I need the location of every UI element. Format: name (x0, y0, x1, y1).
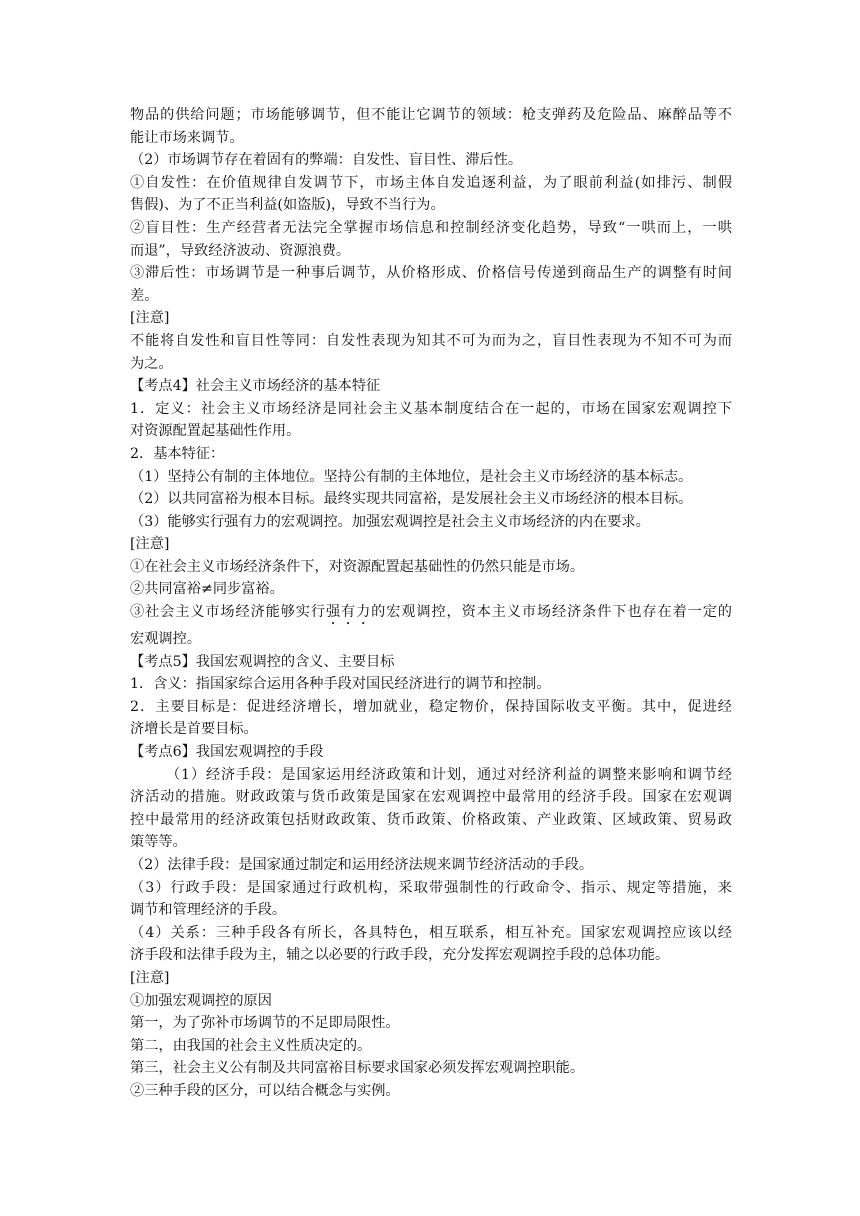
text-line: 2．主要目标是：促进经济增长，增加就业，稳定物价，保持国际收支平衡。其中，促进经 (130, 698, 732, 715)
text-line: 第一，为了弥补市场调节的不足即局限性。 (130, 1015, 400, 1032)
text-line: ③滞后性：市场调节是一种事后调节，从价格形成、价格信号传递到商品生产的调整有时间 (130, 265, 732, 282)
text-line: （3）行政手段：是国家通过行政机构，采取带强制性的行政命令、指示、规定等措施，来 (130, 879, 732, 896)
text-line: 控中最常用的经济政策包括财政政策、货币政策、价格政策、产业政策、区域政策、贸易政 (130, 811, 732, 828)
emphasis-line (130, 601, 732, 628)
text-line: ②三种手段的区分，可以结合概念与实例。 (130, 1082, 400, 1099)
emphasis-before: ③社会主义市场经济能够实行 (130, 604, 326, 621)
text-line: ②盲目性：生产经营者无法完全掌握市场信息和控制经济变化趋势，导致“一哄而上，一哄 (130, 219, 732, 236)
note-label: [注意] (130, 536, 170, 553)
text-line: （2）法律手段：是国家通过制定和运用经济法规来调节经济活动的手段。 (130, 857, 594, 873)
text-line: 调节和管理经济的手段。 (130, 902, 287, 919)
text-line: ①在社会主义市场经济条件下，对资源配置起基础性的仍然只能是市场。 (130, 558, 585, 575)
text-line: 2．基本特征： (130, 445, 225, 462)
text-line: 1．定义：社会主义市场经济是同社会主义基本制度结合在一起的，市场在国家宏观调控下 (130, 400, 732, 417)
section-heading: 【考点5】我国宏观调控的含义、主要目标 (130, 653, 395, 670)
text-line: （3）能够实行强有力的宏观调控。加强宏观调控是社会主义市场经济的内在要求。 (130, 513, 650, 530)
text-line: 济增长是首要目标。 (130, 721, 258, 738)
note-label: [注意] (130, 969, 170, 986)
text-line: 而退”，导致经济波动、资源浪费。 (130, 242, 351, 259)
text-line: （2）市场调节存在着固有的弊端：自发性、盲目性、滞后性。 (130, 152, 523, 169)
text-line: ①自发性：在价值规律自发调节下，市场主体自发追逐利益，为了眼前利益(如排污、制假 (130, 174, 732, 191)
note-label: [注意] (130, 310, 170, 327)
text-line: ②共同富裕≠同步富裕。 (130, 581, 284, 598)
text-line: 济活动的措施。财政政策与货币政策是国家在宏观调控中最常用的经济手段。国家在宏观调 (130, 789, 732, 806)
section-heading: 【考点4】社会主义市场经济的基本特征 (130, 378, 381, 395)
text-line: 宏观调控。 (130, 631, 201, 648)
emphasis-after: 的宏观调控，资本主义市场经济条件下也存在着一定的 (371, 604, 732, 621)
text-line: （1）经济手段：是国家运用经济政策和计划，通过对经济利益的调整来影响和调节经 (166, 766, 732, 783)
section-heading: 【考点6】我国宏观调控的手段 (130, 744, 324, 761)
text-line: 1．含义：指国家综合运用各种手段对国民经济进行的调节和控制。 (130, 676, 551, 693)
text-line: 济手段和法律手段为主，辅之以必要的行政手段，充分发挥宏观调控手段的总体功能。 (130, 947, 670, 964)
text-line: （4）关系：三种手段各有所长，各具特色，相互联系，相互补充。国家宏观调控应该以经 (130, 924, 732, 941)
text-line: （2）以共同富裕为根本目标。最终实现共同富裕，是发展社会主义市场经济的根本目标。 (130, 491, 693, 508)
text-line: 售假)、为了不正当利益(如盗版)，导致不当行为。 (130, 197, 445, 214)
document-page (130, 104, 732, 1103)
text-line: 为之。 (130, 355, 173, 372)
text-line: 能让市场来调节。 (130, 129, 244, 146)
text-line: ①加强宏观调控的原因 (130, 992, 272, 1009)
text-line: 物品的供给问题；市场能够调节，但不能让它调节的领域：枪支弹药及危险品、麻醉品等不 (130, 107, 732, 123)
text-line: 第三，社会主义公有制及共同富裕目标要求国家必须发挥宏观调控职能。 (130, 1060, 585, 1077)
text-line: 对资源配置起基础性作用。 (130, 423, 301, 440)
emphasis-dotted-text: 强有力 (325, 604, 372, 621)
text-line: 策等等。 (130, 834, 187, 851)
text-line: 差。 (130, 287, 159, 304)
text-line: 第二，由我国的社会主义性质决定的。 (130, 1037, 372, 1054)
text-line: （1）坚持公有制的主体地位。坚持公有制的主体地位，是社会主义市场经济的基本标志。 (130, 468, 693, 485)
text-line: 不能将自发性和盲目性等同：自发性表现为知其不可为而为之，盲目性表现为不知不可为而 (130, 332, 732, 349)
